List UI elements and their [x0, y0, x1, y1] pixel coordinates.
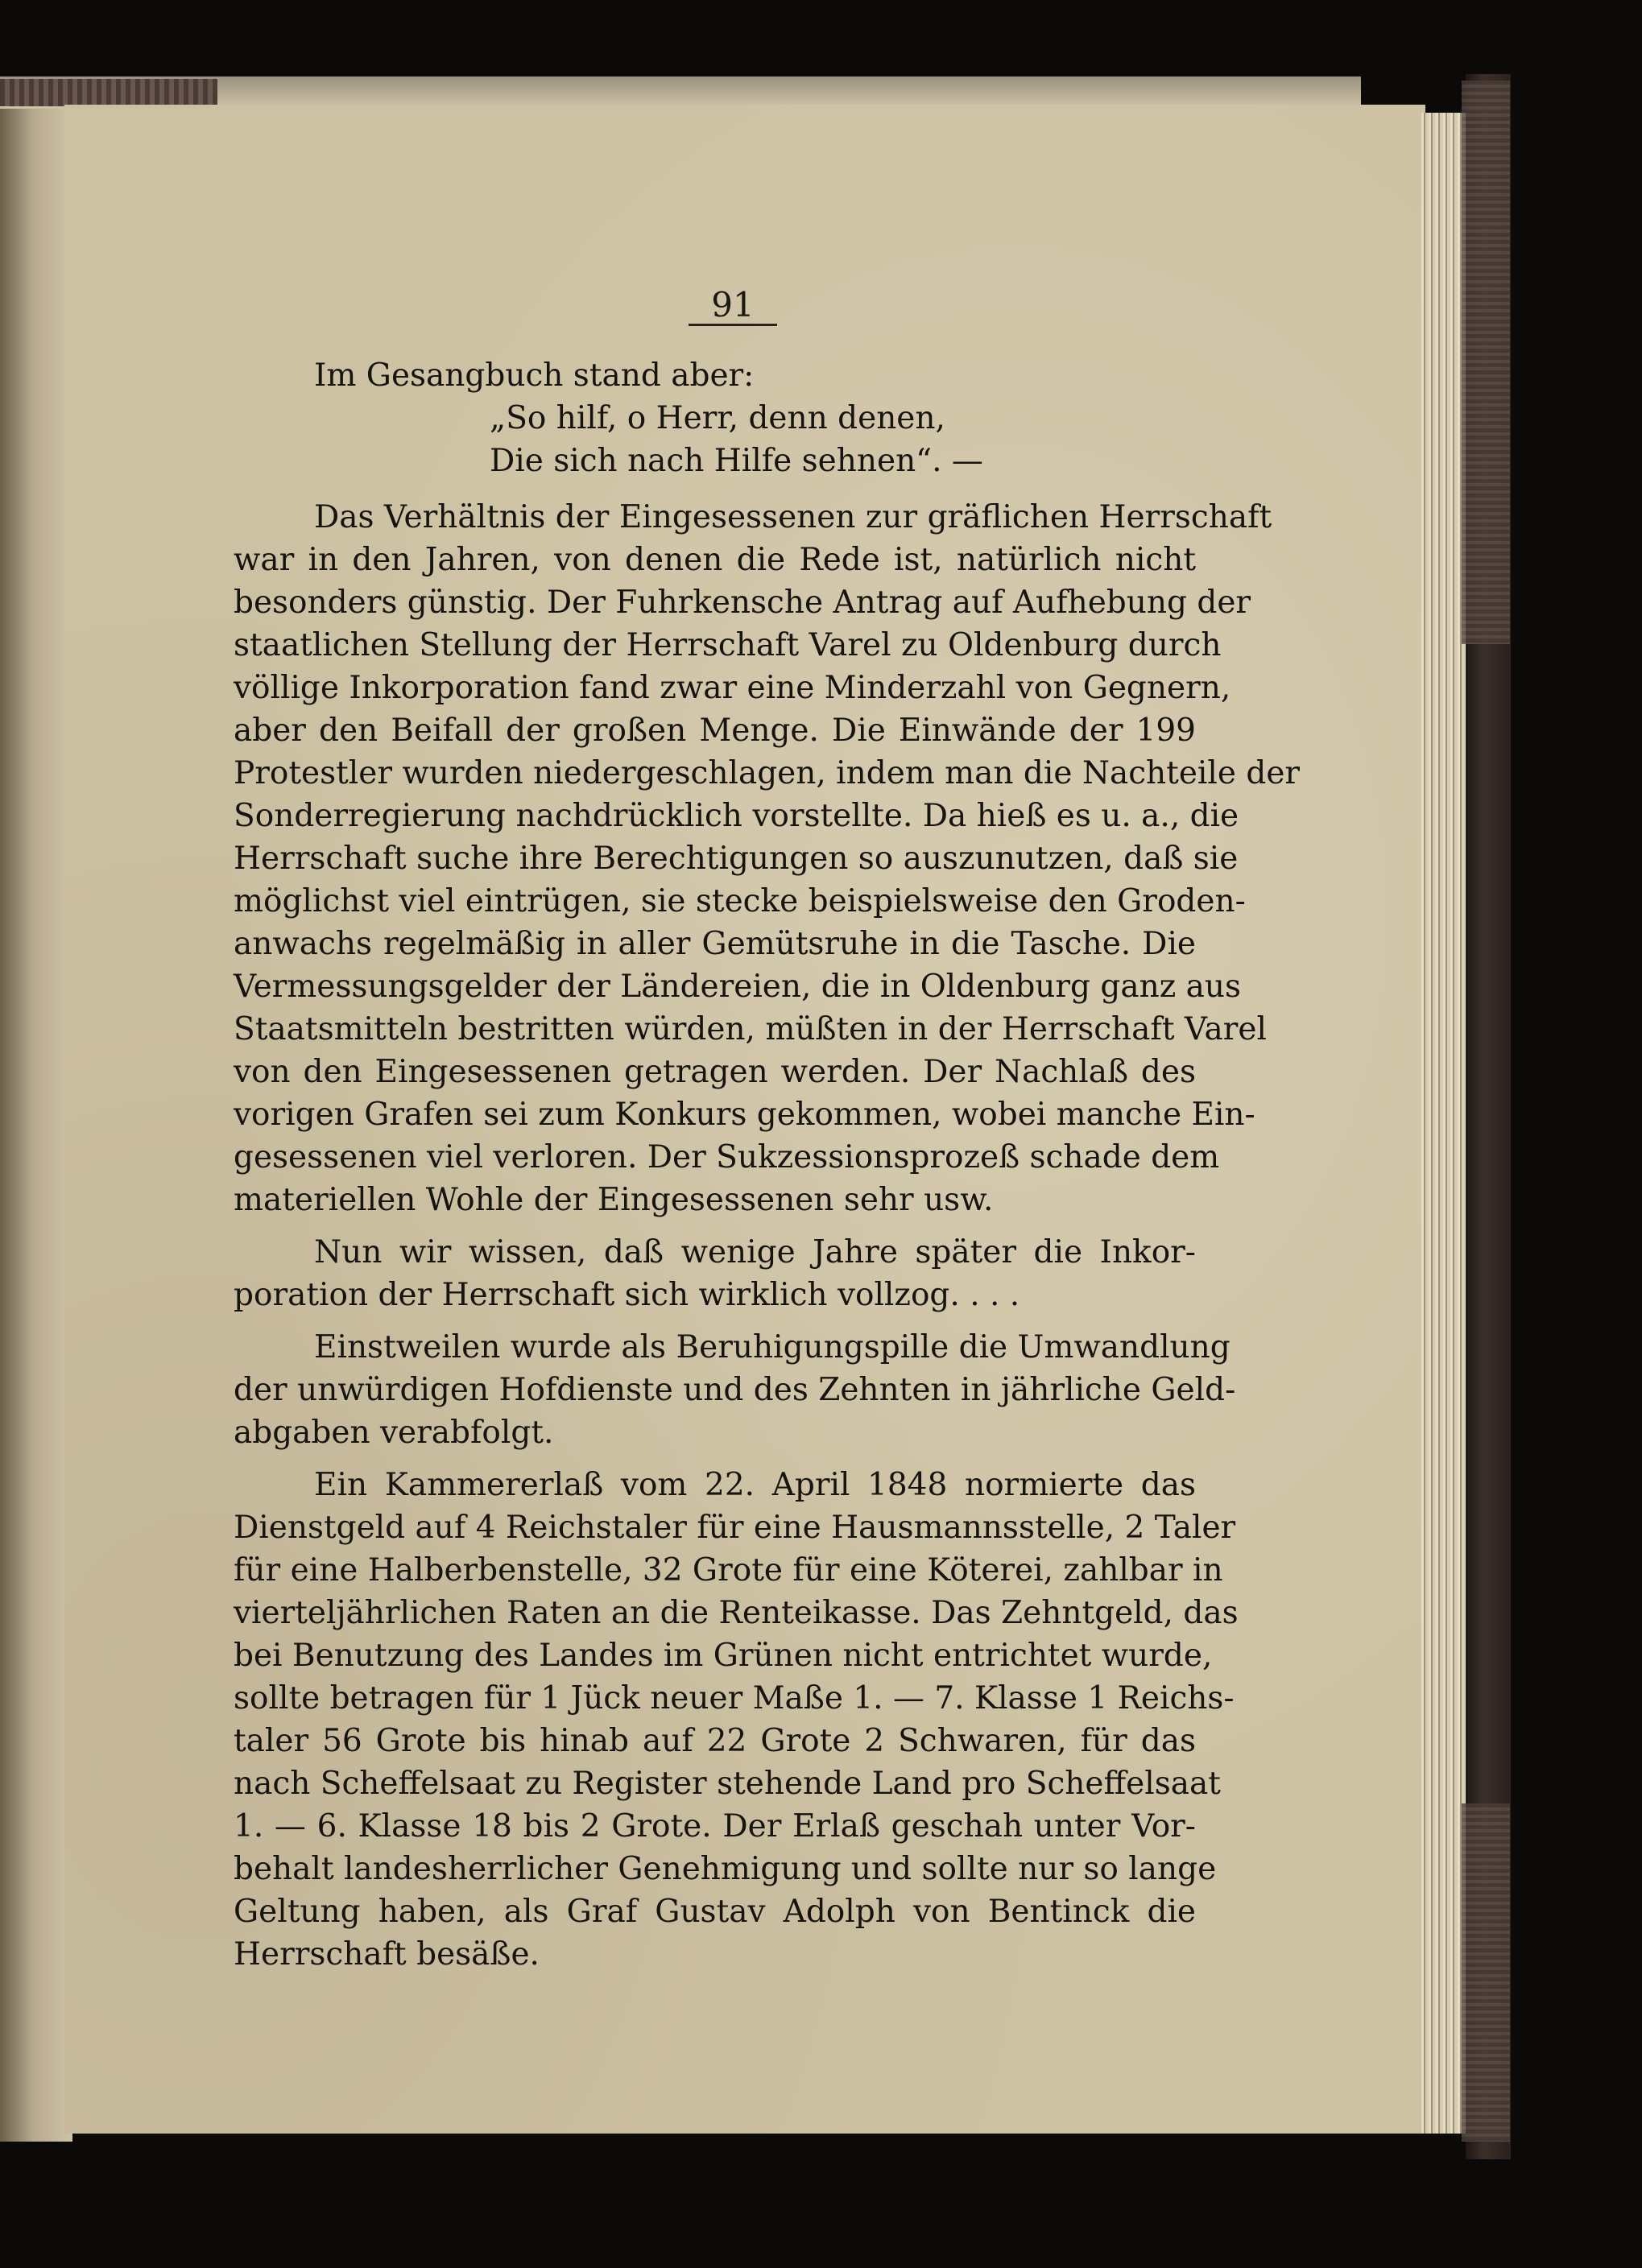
text-line: Vermessungsgelder der Ländereien, die in Oldenburg ganz aus: [234, 969, 1242, 1005]
text-line: Dienstgeld auf 4 Reichstaler für eine Hausmannsstelle, 2 Taler: [234, 1510, 1236, 1546]
text-line: bei Benutzung des Landes im Grünen nicht entrichtet wurde,: [234, 1638, 1213, 1674]
page-number: 91: [689, 287, 777, 326]
cover-binding-bottom: [1462, 1803, 1510, 2142]
text-line: möglichst viel eintrügen, sie stecke beispielsweise den Groden-: [234, 883, 1246, 919]
text-line: poration der Herrschaft sich wirklich vollzog. . . .: [234, 1277, 1020, 1313]
text-line: abgaben verabfolgt.: [234, 1415, 554, 1451]
cover-top-edge: [0, 79, 217, 106]
text-line: gesessenen viel verloren. Der Sukzessionsprozeß schade dem: [234, 1139, 1220, 1175]
text-line: der unwürdigen Hofdienste und des Zehnten in jährliche Geld-: [234, 1372, 1236, 1408]
text-line: Das Verhältnis der Eingesessenen zur gräflichen Herrschaft: [314, 499, 1272, 535]
text-line: war in den Jahren, von denen die Rede ist, natürlich nicht: [234, 542, 1196, 578]
text-line: behalt landesherrlicher Genehmigung und sollte nur so lange: [234, 1851, 1217, 1887]
text-line: Staatsmitteln bestritten würden, müßten in der Herrschaft Varel: [234, 1011, 1267, 1047]
text-line: Protestler wurden niedergeschlagen, indem man die Nachteile der: [234, 755, 1301, 791]
text-line: Geltung haben, als Graf Gustav Adolph von Bentinck die: [234, 1894, 1196, 1930]
text-line: vorigen Grafen sei zum Konkurs gekommen, wobei manche Ein-: [234, 1097, 1255, 1133]
text-line: Herrschaft suche ihre Berechtigungen so auszunutzen, daß sie: [234, 841, 1239, 877]
text-line: taler 56 Grote bis hinab auf 22 Grote 2 Schwaren, für das: [234, 1723, 1196, 1759]
text-line: Einstweilen wurde als Beruhigungspille die Umwandlung: [314, 1329, 1230, 1365]
text-line: aber den Beifall der großen Menge. Die Einwände der 199: [234, 713, 1196, 749]
text-line: besonders günstig. Der Fuhrkensche Antrag auf Aufhebung der: [234, 585, 1251, 621]
text-line: „So hilf, o Herr, denn denen,: [490, 400, 945, 436]
page-text: [234, 354, 1301, 1973]
text-line: Herrschaft besäße.: [234, 1936, 540, 1973]
text-line: nach Scheffelsaat zu Register stehende Land pro Scheffelsaat: [234, 1766, 1221, 1802]
text-line: vierteljährlichen Raten an die Renteikasse. Das Zehntgeld, das: [234, 1595, 1239, 1631]
text-line: Im Gesangbuch stand aber:: [314, 357, 755, 394]
text-line: sollte betragen für 1 Jück neuer Maße 1. — 7. Klasse 1 Reichs-: [234, 1680, 1235, 1716]
text-line: staatlichen Stellung der Herrschaft Varel zu Oldenburg durch: [234, 627, 1222, 663]
book-spine-left: [0, 81, 72, 2142]
text-line: Ein Kammererlaß vom 22. April 1848 normierte das: [314, 1467, 1196, 1503]
text-line: 1. — 6. Klasse 18 bis 2 Grote. Der Erlaß geschah unter Vor-: [234, 1808, 1196, 1845]
text-line: anwachs regelmäßig in aller Gemütsruhe in die Tasche. Die: [234, 926, 1196, 962]
text-line: von den Eingesessenen getragen werden. Der Nachlaß des: [234, 1054, 1196, 1090]
text-line: Nun wir wissen, daß wenige Jahre später die Inkor-: [314, 1234, 1196, 1270]
text-line: völlige Inkorporation fand zwar eine Minderzahl von Gegnern,: [234, 670, 1231, 706]
text-line: materiellen Wohle der Eingesessenen sehr usw.: [234, 1182, 994, 1218]
text-line: Die sich nach Hilfe sehnen“. —: [490, 443, 983, 479]
text-line: Sonderregierung nachdrücklich vorstellte. Da hieß es u. a., die: [234, 798, 1239, 834]
cover-binding-top: [1462, 81, 1510, 644]
text-line: für eine Halberbenstelle, 32 Grote für eine Köterei, zahlbar in: [234, 1552, 1223, 1588]
